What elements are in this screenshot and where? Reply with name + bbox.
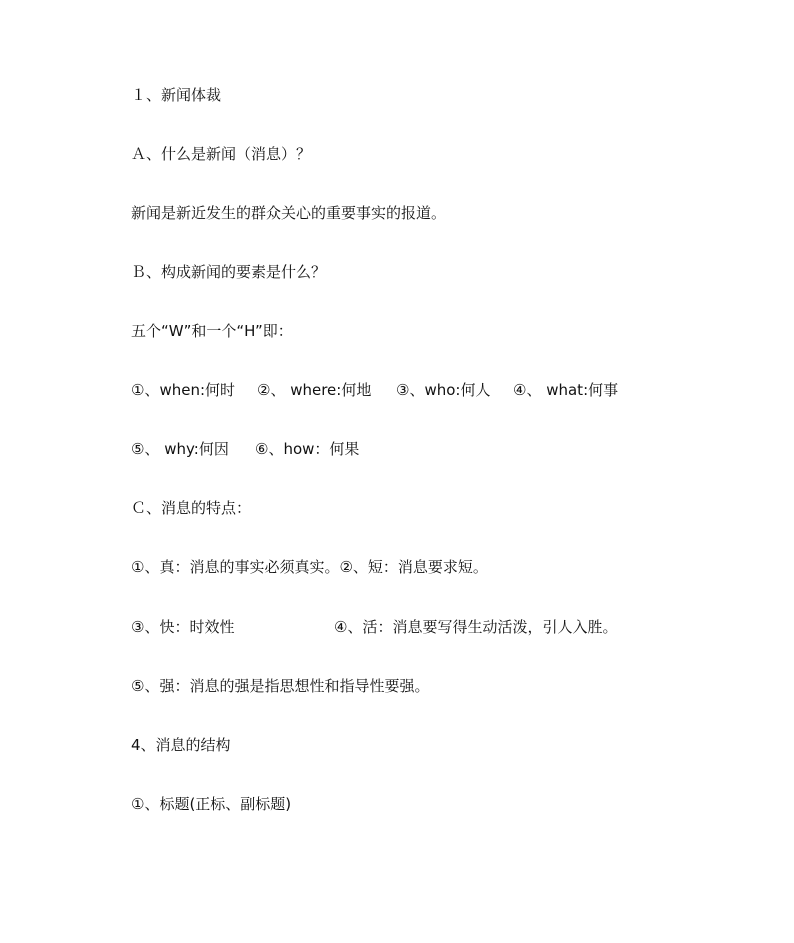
element-who: ③、who:何人 [396,381,491,399]
element-when: ①、when:何时 [131,381,236,399]
question-what-is-news: Ａ、什么是新闻（消息）？ [131,145,312,163]
section-heading-news-structure: 4、消息的结构 [131,736,231,754]
intro-five-w-one-h: 五个“W”和一个“H”即： [131,322,293,340]
feature-true-and-short: ①、真：消息的事实必须真实。②、短：消息要求短。 [131,558,488,576]
element-how: ⑥、how：何果 [255,440,360,458]
question-news-features: Ｃ、消息的特点： [131,499,252,517]
element-why: ⑤、 why:何因 [131,440,229,458]
structure-item-title: ①、标题(正标、副标题) [131,795,292,813]
question-news-elements: Ｂ、构成新闻的要素是什么？ [131,263,327,281]
element-where: ②、 where:何地 [257,381,372,399]
section-heading-news-genre: １、新闻体裁 [131,86,222,104]
element-what: ④、 what:何事 [513,381,619,399]
feature-lively: ④、活：消息要写得生动活泼，引人入胜。 [334,618,618,636]
answer-what-is-news: 新闻是新近发生的群众关心的重要事实的报道。 [131,204,447,222]
feature-strong: ⑤、强：消息的强是指思想性和指导性要强。 [131,677,430,695]
feature-fast: ③、快：时效性 [131,618,235,636]
